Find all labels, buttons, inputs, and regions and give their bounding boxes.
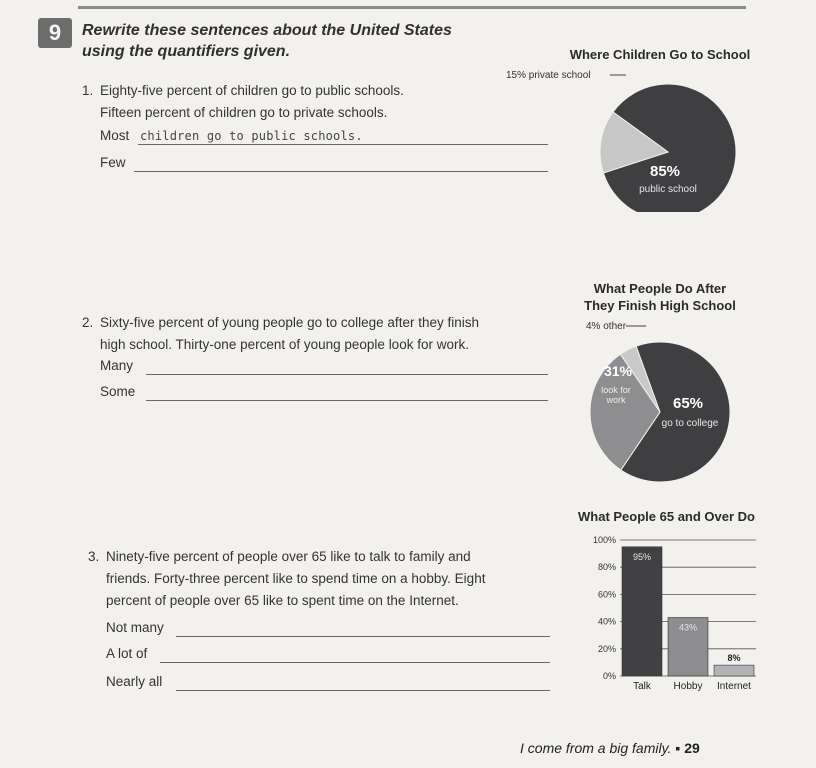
item-2-prompt-some: Some bbox=[100, 384, 136, 399]
chart-3-ytick: 20% bbox=[597, 643, 616, 654]
exercise-number-badge: 9 bbox=[38, 18, 72, 48]
chart-3-bar-talk bbox=[622, 547, 662, 676]
chart-2-college-label: go to college bbox=[661, 418, 719, 429]
instruction-line-1: Rewrite these sentences about the United States bbox=[82, 22, 452, 39]
item-2-answer-line-some[interactable] bbox=[146, 400, 548, 401]
chart-1-public-percent: 85% bbox=[649, 163, 681, 180]
item-1-prompt-few: Few bbox=[100, 155, 126, 170]
chart-2-title bbox=[560, 280, 760, 314]
chart-3-bar-internet bbox=[714, 665, 754, 676]
chart-3-ytick: 0% bbox=[602, 671, 616, 681]
item-2-prompt-many: Many bbox=[100, 358, 134, 373]
footer-title: I come from a big family. bbox=[520, 740, 672, 756]
chart-3-ytick: 80% bbox=[597, 562, 616, 573]
chart-3-data-label: 8% bbox=[727, 653, 741, 664]
chart-3-data-label: 95% bbox=[632, 551, 652, 562]
item-1-line-2: Fifteen percent of children go to private schools. bbox=[100, 105, 388, 120]
chart-2-other-label: 4% other bbox=[586, 321, 627, 332]
chart-2-title-line-2: They Finish High School bbox=[584, 298, 736, 313]
chart-2-college-percent: 65% bbox=[672, 395, 704, 412]
item-1-number: 1. bbox=[82, 83, 94, 98]
item-3-line-2: friends. Forty-three percent like to spend time on a hobby. Eight bbox=[106, 571, 486, 586]
chart-2-work-percent: 31% bbox=[603, 363, 633, 379]
item-1-answer-line-few[interactable] bbox=[134, 171, 548, 172]
item-3-prompt-a-lot-of: A lot of bbox=[106, 646, 148, 661]
item-3-number: 3. bbox=[88, 549, 100, 564]
top-rule bbox=[78, 6, 746, 9]
item-2-text bbox=[100, 312, 550, 356]
chart-3-data-label: 43% bbox=[678, 622, 698, 633]
item-1-answer-line-most bbox=[138, 144, 548, 145]
exercise-instruction bbox=[82, 20, 462, 62]
chart-3-bar bbox=[576, 526, 766, 696]
item-3-prompt-not-many: Not many bbox=[106, 620, 164, 635]
item-1-prompt-most: Most bbox=[100, 128, 130, 143]
chart-3-ytick: 100% bbox=[592, 535, 616, 545]
item-1-line-1: Eighty-five percent of children go to public schools. bbox=[100, 83, 404, 98]
chart-3-ytick: 40% bbox=[597, 616, 616, 627]
item-3-line-1: Ninety-five percent of people over 65 like to talk to family and bbox=[106, 549, 471, 564]
footer-separator: ▪ bbox=[675, 740, 681, 756]
item-1-text bbox=[100, 80, 520, 124]
item-3-answer-line-a-lot-of[interactable] bbox=[160, 662, 550, 663]
chart-1-title: Where Children Go to School bbox=[569, 47, 751, 62]
page-number: 29 bbox=[684, 740, 700, 756]
chart-1-private-label: 15% private school bbox=[506, 70, 591, 81]
item-1-answer-most[interactable]: children go to public schools. bbox=[140, 129, 363, 143]
item-3-text bbox=[106, 546, 556, 612]
chart-2-pie bbox=[560, 316, 760, 482]
item-2-line-1: Sixty-five percent of young people go to college after they finish bbox=[100, 315, 479, 330]
chart-3-ytick: 60% bbox=[597, 589, 616, 600]
page-footer bbox=[520, 740, 700, 756]
item-3-prompt-nearly-all: Nearly all bbox=[106, 674, 163, 689]
chart-2-work-label-2: work bbox=[606, 395, 626, 405]
item-3-line-3: percent of people over 65 like to spent time on the Internet. bbox=[106, 593, 459, 608]
chart-1-public-label: public school bbox=[639, 184, 697, 195]
chart-3-title: What People 65 and Over Do bbox=[578, 509, 755, 524]
item-3-answer-line-not-many[interactable] bbox=[176, 636, 550, 637]
item-3-answer-line-nearly-all[interactable] bbox=[176, 690, 550, 691]
item-2-answer-line-many[interactable] bbox=[146, 374, 548, 375]
item-2-number: 2. bbox=[82, 315, 94, 330]
chart-3-category-label: Talk bbox=[633, 681, 651, 692]
chart-1-pie bbox=[500, 62, 750, 212]
instruction-line-2: using the quantifiers given. bbox=[82, 43, 291, 60]
chart-2-title-line-1: What People Do After bbox=[593, 281, 727, 296]
chart-3-category-label: Internet bbox=[717, 681, 751, 692]
chart-3-category-label: Hobby bbox=[673, 681, 703, 692]
chart-2-work-label-1: look for bbox=[601, 385, 631, 395]
item-2-line-2: high school. Thirty-one percent of young people look for work. bbox=[100, 337, 469, 352]
